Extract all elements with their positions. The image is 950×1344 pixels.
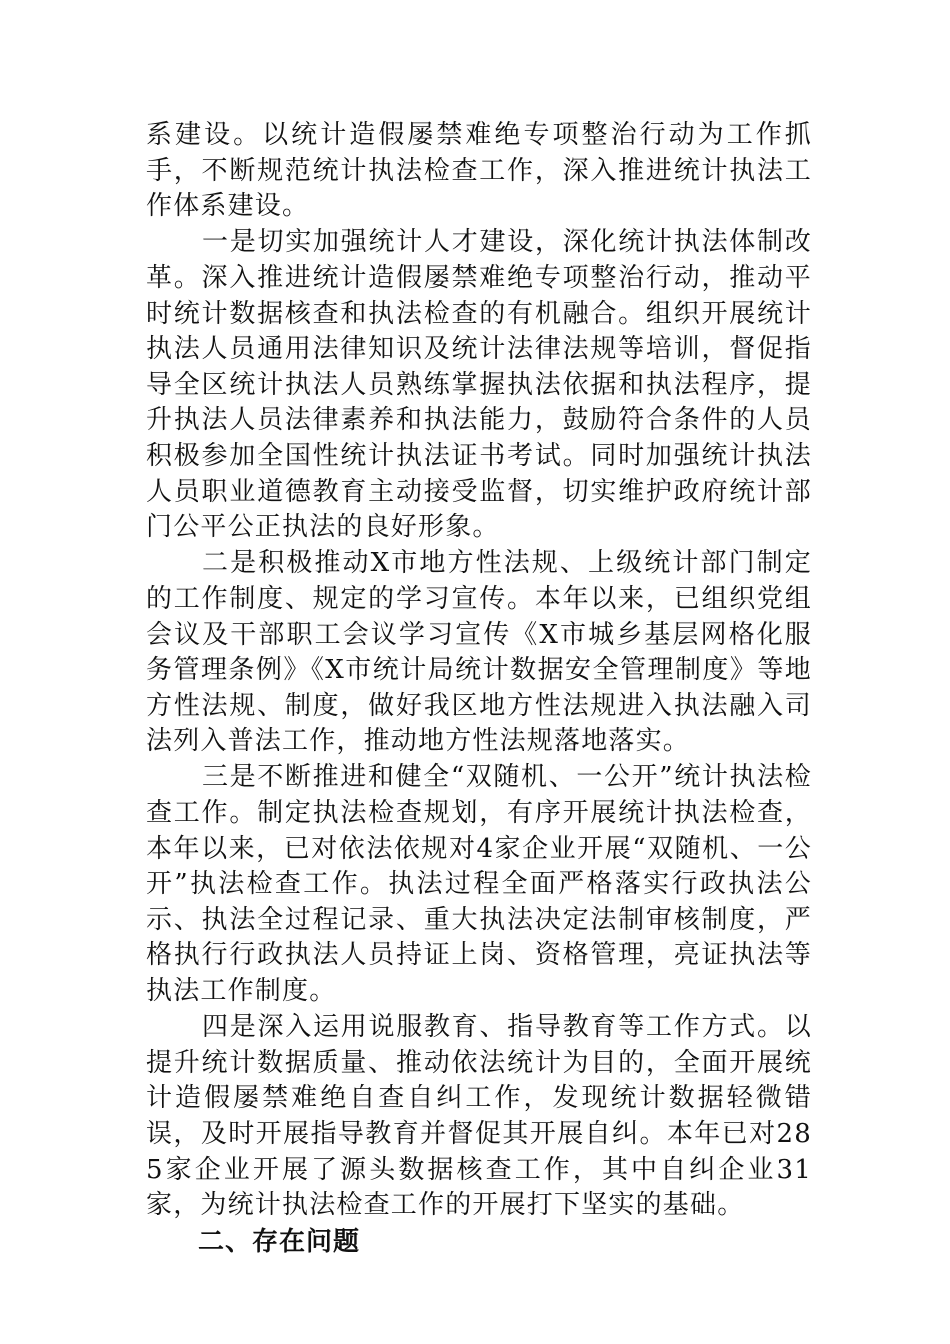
- paragraph-local-regulations: 二是积极推动X市地方性法规、上级统计部门制定的工作制度、规定的学习宣传。本年以来，已组织党组会议及干部职工会议学习宣传《X市城乡基层网格化服务管理条例》《X市统计局统计数据安全管理制度》等地方性法规、制度，做好我区地方性法规进入执法融入司法列入普法工作，推动地方性法规落地落实。: [146, 548, 812, 757]
- paragraph-double-random: 三是不断推进和健全“双随机、一公开”统计执法检查工作。制定执法检查规划，有序开展统计执法检查，本年以来，已对依法依规对4家企业开展“双随机、一公开”执法检查工作。执法过程全面严格落实行政执法公示、执法全过程记录、重大执法决定法制审核制度，严格执行行政执法人员持证上岗、资格管理，亮证执法等执法工作制度。: [146, 762, 812, 1007]
- paragraph-talent-building: 一是切实加强统计人才建设，深化统计执法体制改革。深入推进统计造假屡禁难绝专项整治行动，推动平时统计数据核查和执法检查的有机融合。组织开展统计执法人员通用法律知识及统计法律法规等培训，督促指导全区统计执法人员熟练掌握执法依据和执法程序，提升执法人员法律素养和执法能力，鼓励符合条件的人员积极参加全国性统计执法证书考试。同时加强统计执法人员职业道德教育主动接受监督，切实维护政府统计部门公平公正执法的良好形象。: [146, 227, 812, 543]
- paragraph-continuation: 系建设。以统计造假屡禁难绝专项整治行动为工作抓手，不断规范统计执法检查工作，深入推进统计执法工作体系建设。: [146, 120, 812, 222]
- paragraph-persuasion-education: 四是深入运用说服教育、指导教育等工作方式。以提升统计数据质量、推动依法统计为目的，全面开展统计造假屡禁难绝自查自纠工作，发现统计数据轻微错误，及时开展指导教育并督促其开展自纠。本年已对285家企业开展了源头数据核查工作，其中自纠企业31家，为统计执法检查工作的开展打下坚实的基础。: [146, 1012, 812, 1221]
- document-page: [146, 118, 812, 1260]
- section-heading-problems: 二、存在问题: [198, 1226, 361, 1257]
